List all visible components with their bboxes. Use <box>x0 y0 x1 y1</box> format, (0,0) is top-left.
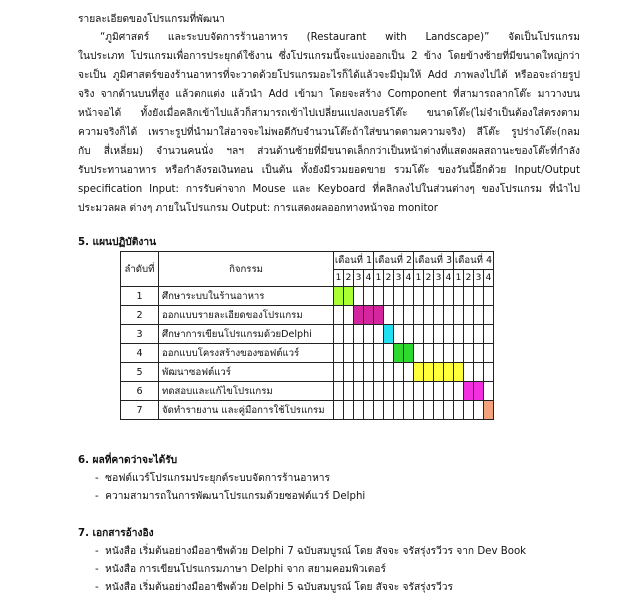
header-order: ลำดับที่ <box>121 252 159 287</box>
schedule-empty-cell <box>444 306 454 325</box>
schedule-empty-cell <box>334 401 344 420</box>
schedule-empty-cell <box>464 287 474 306</box>
schedule-bar-cell <box>364 306 374 325</box>
week-label: 2 <box>464 270 474 287</box>
schedule-empty-cell <box>354 344 364 363</box>
row-number: 4 <box>121 344 159 363</box>
section5-heading: 5. แผนปฏิบัติงาน <box>78 237 157 248</box>
schedule-empty-cell <box>364 382 374 401</box>
schedule-empty-cell <box>394 382 404 401</box>
schedule-bar-cell <box>434 363 444 382</box>
schedule-empty-cell <box>374 363 384 382</box>
schedule-empty-cell <box>404 401 414 420</box>
week-label: 1 <box>334 270 344 287</box>
schedule-empty-cell <box>414 344 424 363</box>
schedule-empty-cell <box>404 363 414 382</box>
schedule-empty-cell <box>344 344 354 363</box>
schedule-bar-cell <box>334 287 344 306</box>
schedule-bar-cell <box>344 287 354 306</box>
week-label: 1 <box>414 270 424 287</box>
intro-line-6: ความจริงก็ได้ เพราะรูปที่นำมาใส่อาจจะไม่พอดีกับจำนวนโต๊ะถ้าใส่ขนาดตามความจริง) สีโต๊ะ รูปร่างโต๊ะ(กลม <box>78 127 580 138</box>
section6-item-1-text: ซอฟต์แวร์โปรแกรมประยุกต์ระบบจัดการร้านอาหาร <box>105 473 330 484</box>
schedule-empty-cell <box>454 306 464 325</box>
schedule-empty-cell <box>484 325 494 344</box>
schedule-empty-cell <box>474 363 484 382</box>
schedule-empty-cell <box>354 325 364 344</box>
schedule-empty-cell <box>384 382 394 401</box>
schedule-empty-cell <box>344 306 354 325</box>
schedule-empty-cell <box>354 287 364 306</box>
schedule-empty-cell <box>434 287 444 306</box>
header-month-1: เดือนที่ 1 <box>334 252 374 270</box>
intro-line-5: หน้าจอได้ ทั้งยังเมื่อคลิกเข้าไปแล้วก็สามารถเข้าไปเปลี่ยนแปลงเบอร์โต๊ะ ขนาดโต๊ะ(ไม่จำเป็นต้องใส่ตรงตาม <box>78 108 580 119</box>
header-activity: กิจกรรม <box>159 252 334 287</box>
schedule-empty-cell <box>364 401 374 420</box>
schedule-empty-cell <box>444 325 454 344</box>
intro-line-10: ประมวลผล ต่างๆ ภายในโปรแกรม Output: การแสดงผลออกทางหน้าจอ monitor <box>78 203 438 214</box>
header-month-3: เดือนที่ 3 <box>414 252 454 270</box>
schedule-empty-cell <box>414 306 424 325</box>
table-row <box>121 287 494 306</box>
row-activity: ทดสอบและแก้ไขโปรแกรม <box>159 382 334 401</box>
schedule-bar-cell <box>394 344 404 363</box>
schedule-bar-cell <box>374 306 384 325</box>
schedule-empty-cell <box>374 287 384 306</box>
schedule-empty-cell <box>404 287 414 306</box>
schedule-bar-cell <box>454 363 464 382</box>
week-label: 3 <box>354 270 364 287</box>
week-label: 2 <box>384 270 394 287</box>
schedule-empty-cell <box>384 401 394 420</box>
week-label: 3 <box>394 270 404 287</box>
table-row <box>121 401 494 420</box>
schedule-empty-cell <box>424 325 434 344</box>
schedule-empty-cell <box>484 382 494 401</box>
section6-item-2-text: ความสามารถในการพัฒนาโปรแกรมด้วยซอฟต์แวร์ Delphi <box>105 491 366 502</box>
schedule-empty-cell <box>364 325 374 344</box>
section6-item-2: - ความสามารถในการพัฒนาโปรแกรมด้วยซอฟต์แวร์ Delphi <box>95 491 366 502</box>
schedule-bar-cell <box>424 363 434 382</box>
schedule-empty-cell <box>334 382 344 401</box>
schedule-empty-cell <box>414 401 424 420</box>
schedule-empty-cell <box>334 344 344 363</box>
week-label: 2 <box>344 270 354 287</box>
schedule-empty-cell <box>464 401 474 420</box>
row-activity: ศึกษาการเขียนโปรแกรมด้วยDelphi <box>159 325 334 344</box>
schedule-empty-cell <box>364 363 374 382</box>
schedule-empty-cell <box>454 382 464 401</box>
schedule-empty-cell <box>374 401 384 420</box>
row-activity: ออกแบบรายละเอียดของโปรแกรม <box>159 306 334 325</box>
work-plan-table <box>120 251 494 420</box>
week-label: 4 <box>484 270 494 287</box>
schedule-empty-cell <box>374 325 384 344</box>
schedule-empty-cell <box>394 401 404 420</box>
schedule-empty-cell <box>384 363 394 382</box>
schedule-empty-cell <box>354 401 364 420</box>
schedule-empty-cell <box>434 382 444 401</box>
schedule-empty-cell <box>484 363 494 382</box>
schedule-bar-cell <box>474 382 484 401</box>
schedule-empty-cell <box>484 306 494 325</box>
intro-line-2: ในประเภท โปรแกรมเพื่อการประยุกต์ใช้งาน ซึ่งโปรแกรมนี้จะแบ่งออกเป็น 2 ข้าง โดยข้างซ้ายที่มีขนาดใหญ่กว่า <box>78 51 580 62</box>
schedule-empty-cell <box>454 287 464 306</box>
schedule-empty-cell <box>464 325 474 344</box>
row-number: 1 <box>121 287 159 306</box>
schedule-empty-cell <box>334 306 344 325</box>
week-label: 4 <box>404 270 414 287</box>
row-activity: พัฒนาซอฟต์แวร์ <box>159 363 334 382</box>
table-row <box>121 382 494 401</box>
schedule-empty-cell <box>474 306 484 325</box>
schedule-empty-cell <box>374 344 384 363</box>
schedule-empty-cell <box>434 325 444 344</box>
schedule-empty-cell <box>344 382 354 401</box>
schedule-empty-cell <box>394 306 404 325</box>
schedule-empty-cell <box>424 401 434 420</box>
intro-line-8: รับประทานอาหาร หรือกำลังรอเงินทอน เป็นต้น ทั้งยังมีรวมยอดขาย รวมโต๊ะ ของวันนี้อีกด้วย Input/Output <box>78 165 580 176</box>
reference-item-3: - หนังสือ เริ่มต้นอย่างมืออาชีพด้วย Delphi 5 ฉบับสมบูรณ์ โดย สัจจะ จรัสรุ่งรวีวร <box>95 582 454 593</box>
schedule-empty-cell <box>464 363 474 382</box>
intro-line-4: จริง จากด้านบนที่สูง แล้วตกแต่ง แล้วนำ Add เข้ามา โดยจะสร้าง Component ที่สามารถลากโต๊ะ มาวางบน <box>78 89 580 100</box>
week-label: 2 <box>424 270 434 287</box>
schedule-bar-cell <box>384 325 394 344</box>
row-activity: ศึกษาระบบในร้านอาหาร <box>159 287 334 306</box>
schedule-empty-cell <box>454 344 464 363</box>
week-label: 4 <box>444 270 454 287</box>
table-row <box>121 306 494 325</box>
schedule-empty-cell <box>344 401 354 420</box>
table-row <box>121 363 494 382</box>
schedule-empty-cell <box>334 325 344 344</box>
table-row <box>121 325 494 344</box>
schedule-empty-cell <box>364 287 374 306</box>
row-number: 6 <box>121 382 159 401</box>
schedule-empty-cell <box>484 287 494 306</box>
section7-heading: 7. เอกสารอ้างอิง <box>78 528 154 539</box>
schedule-empty-cell <box>434 306 444 325</box>
week-label: 3 <box>474 270 484 287</box>
schedule-empty-cell <box>484 344 494 363</box>
schedule-empty-cell <box>384 287 394 306</box>
schedule-empty-cell <box>414 325 424 344</box>
schedule-empty-cell <box>384 306 394 325</box>
schedule-empty-cell <box>444 382 454 401</box>
schedule-empty-cell <box>474 344 484 363</box>
schedule-empty-cell <box>424 344 434 363</box>
schedule-empty-cell <box>404 306 414 325</box>
section6-heading: 6. ผลที่คาดว่าจะได้รับ <box>78 455 178 466</box>
schedule-empty-cell <box>424 287 434 306</box>
reference-item-3-text: หนังสือ เริ่มต้นอย่างมืออาชีพด้วย Delphi 5 ฉบับสมบูรณ์ โดย สัจจะ จรัสรุ่งรวีวร <box>105 582 454 593</box>
schedule-empty-cell <box>464 306 474 325</box>
header-month-2: เดือนที่ 2 <box>374 252 414 270</box>
schedule-empty-cell <box>384 344 394 363</box>
schedule-bar-cell <box>464 382 474 401</box>
schedule-empty-cell <box>414 287 424 306</box>
schedule-empty-cell <box>444 344 454 363</box>
schedule-empty-cell <box>474 401 484 420</box>
header-month-4: เดือนที่ 4 <box>454 252 494 270</box>
schedule-empty-cell <box>354 363 364 382</box>
schedule-empty-cell <box>394 287 404 306</box>
schedule-empty-cell <box>334 363 344 382</box>
schedule-empty-cell <box>344 325 354 344</box>
reference-item-2-text: หนังสือ การเขียนโปรแกรมภาษา Delphi จาก สยามคอมพิวเตอร์ <box>105 564 386 575</box>
table-row <box>121 344 494 363</box>
schedule-empty-cell <box>404 325 414 344</box>
schedule-empty-cell <box>454 325 464 344</box>
schedule-bar-cell <box>444 363 454 382</box>
schedule-empty-cell <box>354 382 364 401</box>
schedule-empty-cell <box>434 344 444 363</box>
schedule-empty-cell <box>374 382 384 401</box>
schedule-empty-cell <box>434 401 444 420</box>
intro-title: รายละเอียดของโปรแกรมที่พัฒนา <box>78 14 225 25</box>
schedule-empty-cell <box>474 325 484 344</box>
week-label: 1 <box>454 270 464 287</box>
week-label: 4 <box>364 270 374 287</box>
schedule-bar-cell <box>414 363 424 382</box>
schedule-empty-cell <box>394 363 404 382</box>
row-number: 7 <box>121 401 159 420</box>
schedule-empty-cell <box>474 287 484 306</box>
schedule-empty-cell <box>444 287 454 306</box>
schedule-bar-cell <box>484 401 494 420</box>
row-number: 3 <box>121 325 159 344</box>
reference-item-1-text: หนังสือ เริ่มต้นอย่างมืออาชีพด้วย Delphi 7 ฉบับสมบูรณ์ โดย สัจจะ จรัสรุ่งรวีวร จาก Dev Book <box>105 546 527 557</box>
row-activity: ออกแบบโครงสร้างของซอฟต์แวร์ <box>159 344 334 363</box>
schedule-empty-cell <box>424 306 434 325</box>
intro-line-3: จะเป็น ภูมิศาสตร์ของร้านอาหารที่จะวาดด้วยโปรแกรมอะไรก็ได้แล้วจะมีปุ่มให้ Add ภาพลงไปได้ หรืออจะถ่ายรูป <box>78 70 580 81</box>
reference-item-2: - หนังสือ การเขียนโปรแกรมภาษา Delphi จาก สยามคอมพิวเตอร์ <box>95 564 386 575</box>
schedule-empty-cell <box>394 325 404 344</box>
week-label: 3 <box>434 270 444 287</box>
section6-item-1: - ซอฟต์แวร์โปรแกรมประยุกต์ระบบจัดการร้านอาหาร <box>95 473 330 484</box>
week-label: 1 <box>374 270 384 287</box>
row-number: 2 <box>121 306 159 325</box>
schedule-bar-cell <box>404 344 414 363</box>
intro-line-7: กับ สี่เหลี่ยม) จำนวนคนนั่ง ฯลฯ ส่วนด้านซ้ายที่มีขนาดเล็กกว่าเป็นหน้าต่างที่แสดงผลสถานะของโต๊ะที่กำลัง <box>78 146 580 157</box>
row-number: 5 <box>121 363 159 382</box>
row-activity: จัดทำรายงาน และคู่มือการใช้โปรแกรม <box>159 401 334 420</box>
schedule-bar-cell <box>354 306 364 325</box>
reference-item-1: - หนังสือ เริ่มต้นอย่างมืออาชีพด้วย Delphi 7 ฉบับสมบูรณ์ โดย สัจจะ จรัสรุ่งรวีวร จาก Dev Book <box>95 546 527 557</box>
intro-line-1: “ภูมิศาสตร์ และระบบจัดการร้านอาหาร (Restaurant with Landscape)” จัดเป็นโปรแกรม <box>100 32 580 43</box>
schedule-empty-cell <box>364 344 374 363</box>
schedule-empty-cell <box>444 401 454 420</box>
intro-line-9: specification Input: การรับค่าจาก Mouse และ Keyboard ที่คลิกลงไปในส่วนต่างๆ ของโปรแกรม ที่นำไป <box>78 184 580 195</box>
schedule-empty-cell <box>454 401 464 420</box>
schedule-empty-cell <box>344 363 354 382</box>
schedule-empty-cell <box>424 382 434 401</box>
schedule-empty-cell <box>414 382 424 401</box>
schedule-empty-cell <box>464 344 474 363</box>
schedule-empty-cell <box>404 382 414 401</box>
